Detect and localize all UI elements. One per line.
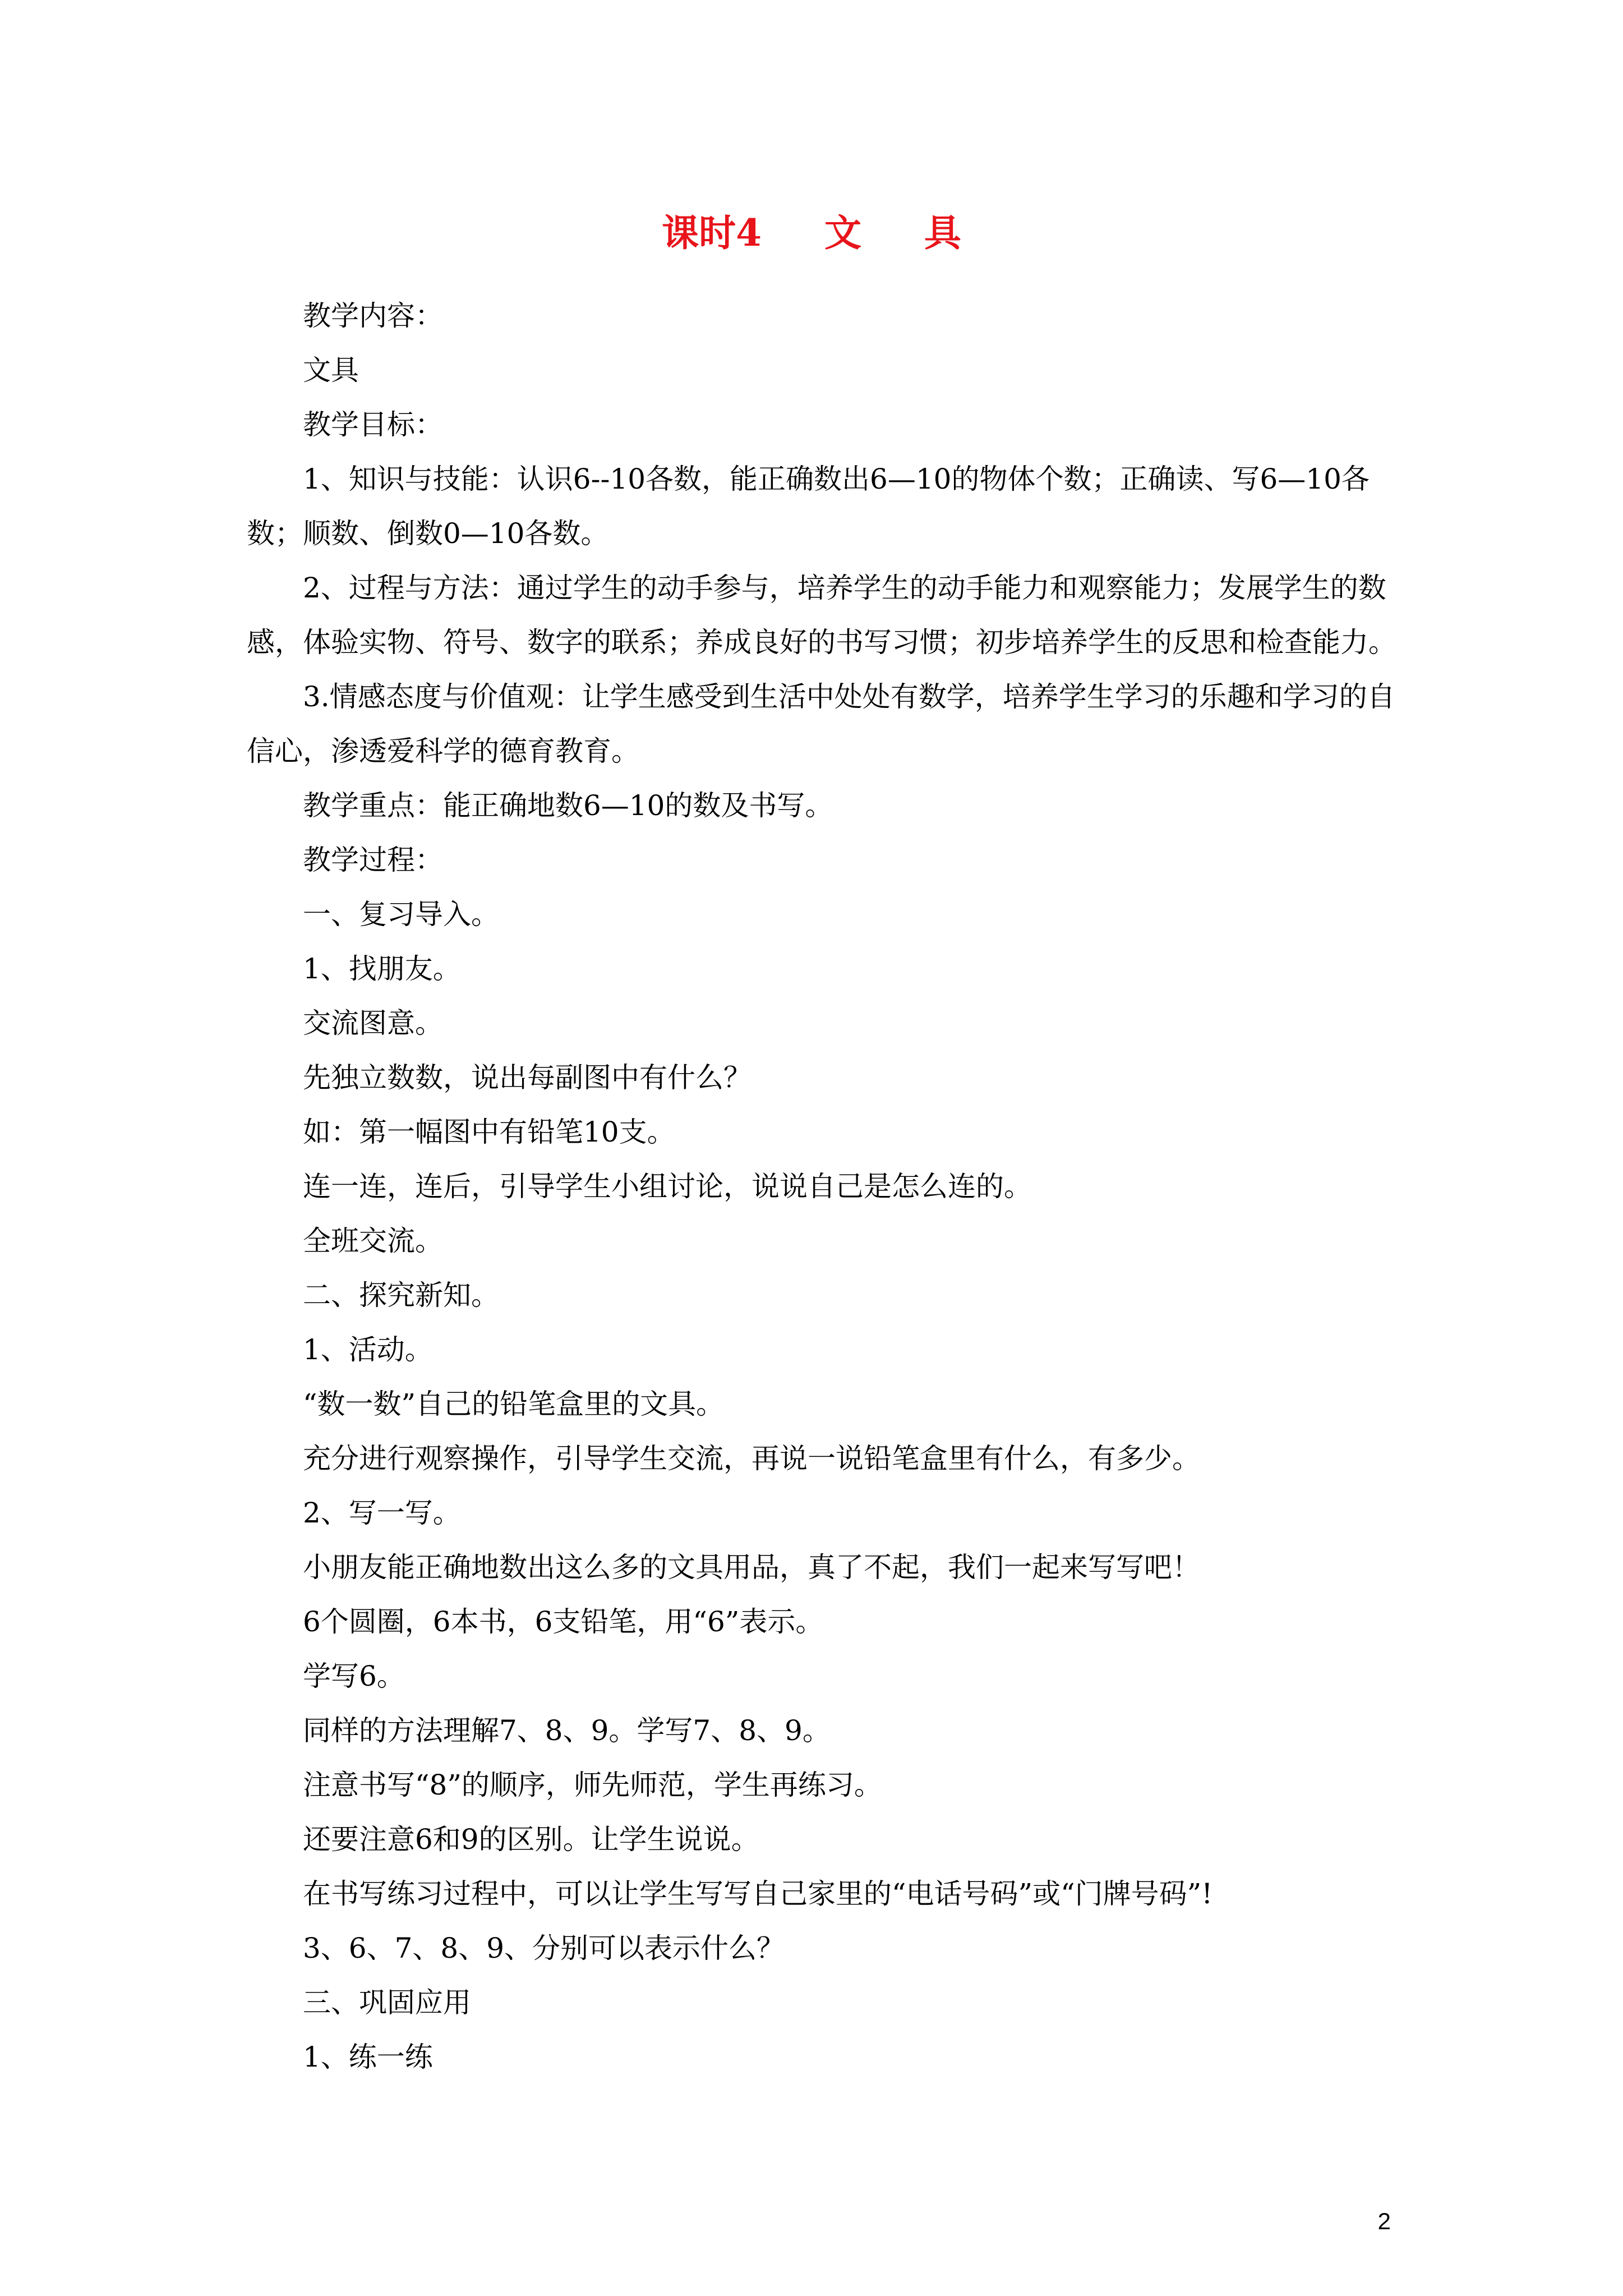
paragraph: 1、知识与技能：认识6--10各数，能正确数出6—10的物体个数；正确读、写6—10各数；顺数、倒数0—10各数。 [247, 463, 1370, 550]
paragraph: 三、巩固应用 [303, 1986, 471, 2019]
paragraph: 交流图意。 [303, 1007, 443, 1039]
paragraph: 1、活动。 [303, 1333, 433, 1366]
paragraph: 教学重点：能正确地数6—10的数及书写。 [303, 789, 833, 822]
paragraph: 2、过程与方法：通过学生的动手参与，培养学生的动手能力和观察能力；发展学生的数感，体验实物、符号、数字的联系；养成良好的书写习惯；初步培养学生的反思和检查能力。 [247, 572, 1396, 659]
paragraph: 注意书写“8”的顺序，师先师范，学生再练习。 [303, 1769, 882, 1801]
paragraph: 一、复习导入。 [303, 898, 499, 931]
paragraph: 连一连，连后，引导学生小组讨论，说说自己是怎么连的。 [303, 1170, 1032, 1203]
paragraph: 文具 [303, 354, 359, 386]
paragraph: 在书写练习过程中，可以让学生写写自己家里的“电话号码”或“门牌号码”! [303, 1878, 1213, 1910]
paragraph: 全班交流。 [303, 1225, 443, 1257]
paragraph: 2、写一写。 [303, 1497, 461, 1529]
paragraph: 学写6。 [303, 1660, 405, 1692]
paragraph: 如：第一幅图中有铅笔10支。 [303, 1116, 675, 1148]
paragraph: 二、探究新知。 [303, 1279, 499, 1312]
page-number: 2 [1377, 2208, 1391, 2234]
lesson-body [247, 289, 1399, 2085]
paragraph: 先独立数数，说出每副图中有什么？ [303, 1061, 751, 1094]
paragraph: 同样的方法理解7、8、9。学写7、8、9。 [303, 1714, 831, 1747]
paragraph: 充分进行观察操作，引导学生交流，再说一说铅笔盒里有什么，有多少。 [303, 1442, 1200, 1475]
paragraph: 1、找朋友。 [303, 953, 461, 985]
paragraph: 教学过程： [303, 844, 443, 876]
paragraph: 还要注意6和9的区别。让学生说说。 [303, 1823, 759, 1856]
paragraph: 6个圆圈，6本书，6支铅笔，用“6”表示。 [303, 1605, 824, 1638]
paragraph: 1、练一练 [303, 2041, 433, 2073]
paragraph: 小朋友能正确地数出这么多的文具用品，真了不起，我们一起来写写吧！ [303, 1551, 1200, 1584]
lesson-title: 课时4 文 具 [662, 211, 961, 255]
paragraph: 3、6、7、8、9、分别可以表示什么？ [303, 1932, 785, 1964]
paragraph: 教学目标： [303, 408, 443, 441]
paragraph: 教学内容： [303, 300, 443, 332]
paragraph: “数一数”自己的铅笔盒里的文具。 [303, 1388, 725, 1420]
paragraph: 3.情感态度与价值观：让学生感受到生活中处处有数学，培养学生学习的乐趣和学习的自信心，渗透爱科学的德育教育。 [247, 680, 1395, 767]
